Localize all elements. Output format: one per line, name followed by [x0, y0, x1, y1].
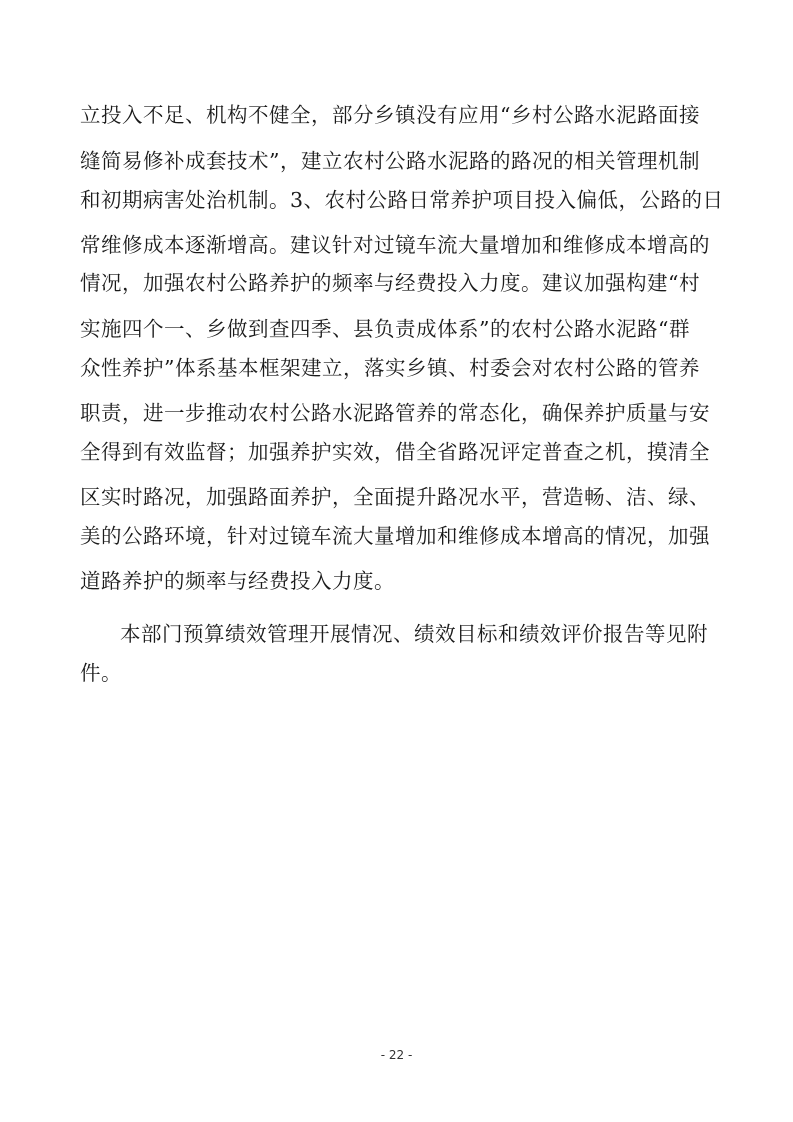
- text-line: 缝简易修补成套技术”，建立农村公路水泥路的路况的相关管理机制: [80, 149, 700, 173]
- text-line: 道路养护的频率与经费投入力度。: [80, 569, 395, 593]
- text-line: 常维修成本逐渐增高。建议针对过镜车流大量增加和维修成本增高的: [80, 233, 710, 257]
- text-line: 众性养护”体系基本框架建立，落实乡镇、村委会对农村公路的管养: [80, 356, 700, 380]
- text-line: 件。: [80, 661, 122, 685]
- text-line: 立投入不足、机构不健全，部分乡镇没有应用“乡村公路水泥路面接: [80, 103, 700, 127]
- text-line: 全得到有效监督；加强养护实效，借全省路况评定普查之机，摸清全: [80, 440, 710, 464]
- text-line: 职责，进一步推动农村公路水泥路管养的常态化，确保养护质量与安: [80, 401, 710, 425]
- text-line: 美的公路环境，针对过镜车流大量增加和维修成本增高的情况，加强: [80, 524, 710, 548]
- text-line: 情况，加强农村公路养护的频率与经费投入力度。建议加强构建“村: [80, 271, 700, 295]
- text-line: 区实时路况，加强路面养护，全面提升路况水平，营造畅、洁、绿、: [80, 485, 710, 509]
- text-line: 和初期病害处治机制。3、农村公路日常养护项目投入偏低，公路的日: [80, 188, 724, 212]
- text-line: 实施四个一、乡做到查四季、县负责成体系”的农村公路水泥路“群: [80, 317, 690, 341]
- page-number: - 22 -: [380, 1048, 413, 1062]
- text-line: 本部门预算绩效管理开展情况、绩效目标和绩效评价报告等见附: [120, 622, 708, 646]
